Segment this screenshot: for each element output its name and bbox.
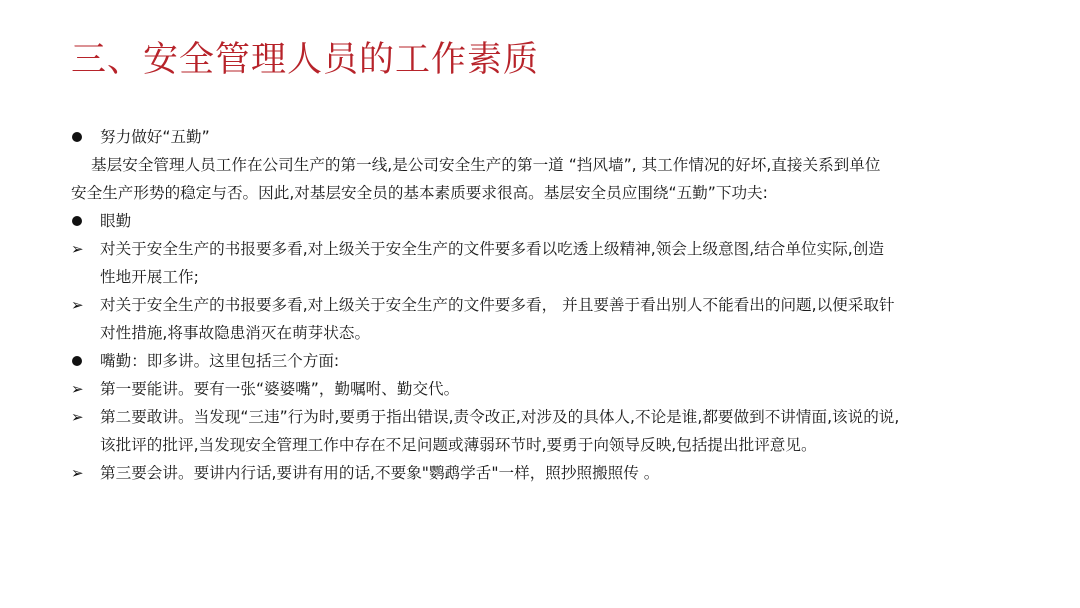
arrow-item-eye-2-continued: 对性措施,将事故隐患消灭在萌芽状态。 <box>100 324 371 342</box>
filled-circle-bullet-icon <box>71 207 91 235</box>
arrow-bullet-icon: ➢ <box>71 296 84 314</box>
filled-circle-bullet-icon <box>71 123 91 151</box>
bullet-item-five-diligences <box>71 123 1011 151</box>
arrow-bullet-icon: ➢ <box>71 464 84 482</box>
slide-content <box>71 123 1011 487</box>
arrow-item-mouth-2 <box>71 403 1011 431</box>
arrow-bullet-icon: ➢ <box>71 408 84 426</box>
intro-paragraph-line-1: 基层安全管理人员工作在公司生产的第一线,是公司安全生产的第一道 “挡风墙”, 其工作情况的好坏,直接关系到单位 <box>91 156 881 174</box>
arrow-item-mouth-1 <box>71 375 1011 403</box>
arrow-item-text: 第三要会讲。要讲内行话,要讲有用的话,不要象"鹦鹉学舌"一样，照抄照搬照传 。 <box>100 464 660 482</box>
arrow-item-mouth-2-continued: 该批评的批评,当发现安全管理工作中存在不足问题或薄弱环节时,要勇于向领导反映,包括提出批评意见。 <box>100 436 817 454</box>
bullet-label: 嘴勤：即多讲。这里包括三个方面: <box>100 352 340 370</box>
arrow-item-text: 对关于安全生产的书报要多看,对上级关于安全生产的文件要多看， 并且要善于看出别人不能看出的问题,以便采取针 <box>100 296 895 314</box>
arrow-item-text: 对关于安全生产的书报要多看,对上级关于安全生产的文件要多看以吃透上级精神,领会上级意图,结合单位实际,创造 <box>100 240 884 258</box>
bullet-item-eye-diligence <box>71 207 1011 235</box>
arrow-item-eye-1-continued: 性地开展工作; <box>100 268 199 286</box>
bullet-label: 努力做好“五勤” <box>100 128 210 146</box>
arrow-item-mouth-3 <box>71 459 1011 487</box>
bullet-label: 眼勤 <box>100 212 132 230</box>
arrow-item-text: 第一要能讲。要有一张“婆婆嘴”，勤嘱咐、勤交代。 <box>100 380 460 398</box>
arrow-item-text: 第二要敢讲。当发现“三违”行为时,要勇于指出错误,责令改正,对涉及的具体人,不论是谁,都要做到不讲情面,该说的说, <box>100 408 900 426</box>
arrow-item-eye-2 <box>71 291 1011 319</box>
arrow-bullet-icon: ➢ <box>71 240 84 258</box>
bullet-item-mouth-diligence <box>71 347 1011 375</box>
page-title: 三、安全管理人员的工作素质 <box>71 40 540 80</box>
arrow-bullet-icon: ➢ <box>71 380 84 398</box>
filled-circle-bullet-icon <box>71 347 91 375</box>
intro-paragraph-line-2: 安全生产形势的稳定与否。因此,对基层安全员的基本素质要求很高。基层安全员应围绕“五勤”下功夫: <box>71 184 768 202</box>
arrow-item-eye-1 <box>71 235 1011 263</box>
